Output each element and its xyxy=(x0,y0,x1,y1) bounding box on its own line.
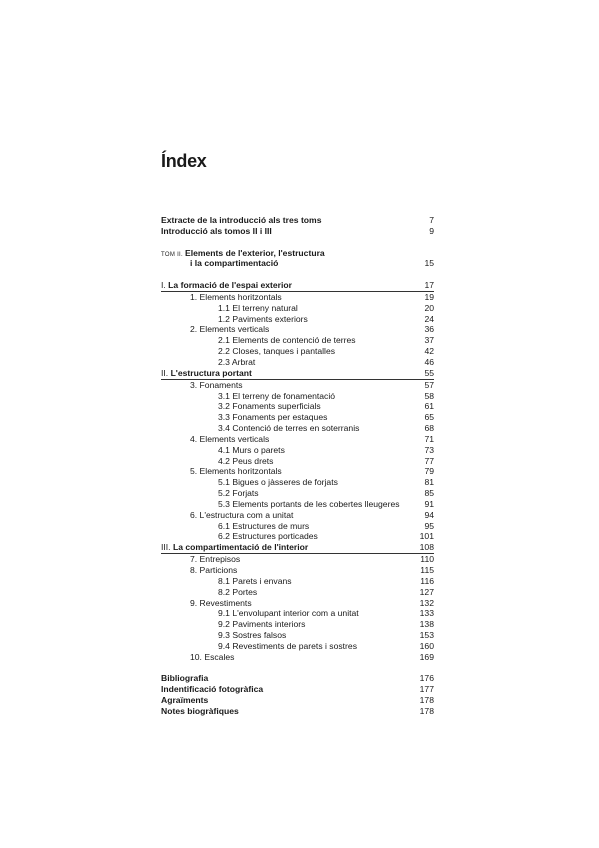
toc-entry-text: i la compartimentació xyxy=(190,258,279,269)
toc-entry-text: 5. Elements horitzontals xyxy=(190,466,282,477)
toc-section xyxy=(161,531,434,542)
toc-entry-page: 138 xyxy=(419,619,434,630)
toc-entry-page: 68 xyxy=(424,423,434,434)
toc-section xyxy=(161,314,434,325)
toc-section xyxy=(161,641,434,652)
toc-section xyxy=(161,576,434,587)
toc-entry-text: 3. Fonaments xyxy=(190,379,243,390)
toc-section xyxy=(161,335,434,346)
toc-part-title xyxy=(161,280,292,291)
toc-section xyxy=(161,608,434,619)
toc-entry-page: 15 xyxy=(424,258,434,269)
toc-entry-page: 133 xyxy=(419,608,434,619)
toc-part-title xyxy=(161,368,252,379)
toc-chapter xyxy=(161,466,434,477)
toc-entry-text: 3.4 Contenció de terres en soterranis xyxy=(218,423,360,434)
toc-entry-page: 36 xyxy=(424,324,434,335)
toc-entry-text: 9.3 Sostres falsos xyxy=(218,630,287,641)
toc-entry-page: 19 xyxy=(424,291,434,302)
toc-section xyxy=(161,412,434,423)
toc-section xyxy=(161,587,434,598)
toc-entry-text: 1. Elements horitzontals xyxy=(190,291,282,302)
toc-part-page: 108 xyxy=(419,542,434,553)
toc-section xyxy=(161,619,434,630)
part-title: La formació de l'espai exterior xyxy=(168,280,293,291)
toc-section xyxy=(161,521,434,532)
toc-entry-text: 2.2 Closes, tanques i pantalles xyxy=(218,346,336,357)
toc-entry-page: 24 xyxy=(424,313,434,324)
toc-chapter xyxy=(161,554,434,565)
toc-section xyxy=(161,499,434,510)
part-title: L'estructura portant xyxy=(170,367,252,378)
toc-entry-page: 57 xyxy=(424,379,434,390)
toc-entry-text: 3.1 El terreny de fonamentació xyxy=(218,390,336,401)
toc-front-entry xyxy=(161,226,434,237)
toc-back-entry xyxy=(161,695,434,706)
toc-entry-page: 153 xyxy=(419,630,434,641)
toc-entry-text: Extracte de la introducció als tres toms xyxy=(161,215,322,225)
toc-entry-text: 5.3 Elements portants de les cobertes lleugeres xyxy=(218,498,400,509)
toc-chapter xyxy=(161,510,434,521)
part-label: III. xyxy=(161,542,173,553)
toc-entry-page: 71 xyxy=(424,433,434,444)
toc-entry-page: 79 xyxy=(424,466,434,477)
toc-section xyxy=(161,477,434,488)
spacer xyxy=(161,237,434,248)
toc-volume-heading-cont xyxy=(161,258,434,269)
toc-entry-text: 8.2 Portes xyxy=(218,586,258,597)
toc-entry-text: 9.4 Revestiments de parets i sostres xyxy=(218,640,357,651)
toc-front-entry xyxy=(161,215,434,226)
toc-entry-page: 101 xyxy=(419,531,434,542)
toc-entry-text: 6. L'estructura com a unitat xyxy=(190,509,294,520)
toc-part-page: 17 xyxy=(424,280,434,291)
toc-entry-text: 4.1 Murs o parets xyxy=(218,444,285,455)
toc-entry-page: 160 xyxy=(419,640,434,651)
toc-entry-text: Introducció als tomos II i III xyxy=(161,225,272,236)
toc-section xyxy=(161,630,434,641)
toc-section xyxy=(161,456,434,467)
toc-entry-text: 6.2 Estructures porticades xyxy=(218,531,318,542)
toc-entry-text: 2.1 Elements de contenció de terres xyxy=(218,335,356,346)
toc-chapter xyxy=(161,292,434,303)
toc-part xyxy=(161,542,434,553)
toc-chapter xyxy=(161,565,434,576)
toc-back-entry xyxy=(161,673,434,684)
toc-entry-page: 9 xyxy=(429,225,434,236)
toc-entry-page: 46 xyxy=(424,356,434,367)
toc-part xyxy=(161,280,434,291)
toc-chapter xyxy=(161,380,434,391)
toc-entry-text: 3.2 Fonaments superficials xyxy=(218,401,321,412)
table-of-contents xyxy=(161,215,434,717)
toc-section xyxy=(161,346,434,357)
part-label: II. xyxy=(161,367,171,378)
toc-entry-page: 65 xyxy=(424,412,434,423)
part-label: I. xyxy=(161,280,169,291)
toc-part-page: 55 xyxy=(424,367,434,378)
toc-entry-text: Notes biogràfiques xyxy=(161,705,239,716)
toc-entry-text: Bibliografia xyxy=(161,673,209,684)
toc-entry-page: 127 xyxy=(419,586,434,597)
toc-entry-page: 58 xyxy=(424,390,434,401)
toc-entry-text: 2. Elements verticals xyxy=(190,324,270,335)
toc-entry-text: 7. Entrepisos xyxy=(190,554,241,565)
toc-entry-page: 85 xyxy=(424,488,434,499)
toc-entry-page: 169 xyxy=(419,651,434,662)
toc-entry-text: 5.1 Bigues o jàsseres de forjats xyxy=(218,477,338,488)
toc-chapter xyxy=(161,598,434,609)
toc-entry-page: 61 xyxy=(424,401,434,412)
toc-entry-text: 5.2 Forjats xyxy=(218,488,259,499)
toc-entry-text: 10. Escales xyxy=(190,651,235,662)
toc-entry-text: 9.1 L'envolupant interior com a unitat xyxy=(218,608,359,619)
toc-entry-text: Agraïments xyxy=(161,695,209,706)
toc-entry-text: Indentificació fotogràfica xyxy=(161,684,264,695)
toc-entry-text: 1.2 Paviments exteriors xyxy=(218,313,308,324)
toc-part-title xyxy=(161,542,308,553)
toc-entry-text: 6.1 Estructures de murs xyxy=(218,520,310,531)
toc-entry-text: 9.2 Paviments interiors xyxy=(218,619,306,630)
toc-section xyxy=(161,357,434,368)
toc-part xyxy=(161,368,434,379)
toc-entry-text: 2.3 Arbrat xyxy=(218,356,256,367)
volume-title-line1: Elements de l'exterior, l'estructura xyxy=(184,247,325,258)
toc-entry-page: 20 xyxy=(424,302,434,313)
toc-back-entry xyxy=(161,706,434,717)
volume-prefix: TOM II. xyxy=(161,251,185,258)
page-title: Índex xyxy=(161,151,207,171)
toc-section xyxy=(161,423,434,434)
toc-entry-page: 115 xyxy=(420,565,434,575)
toc-entry-text: 1.1 El terreny natural xyxy=(218,302,298,313)
toc-section xyxy=(161,401,434,412)
toc-chapter xyxy=(161,652,434,663)
toc-section xyxy=(161,391,434,402)
toc-entry-text: 8. Particions xyxy=(190,565,238,575)
toc-entry-text: 8.1 Parets i envans xyxy=(218,575,292,586)
toc-entry-page: 110 xyxy=(420,554,434,565)
toc-entry-page: 132 xyxy=(419,597,434,608)
toc-chapter xyxy=(161,434,434,445)
part-title: La compartimentació de l'interior xyxy=(172,542,309,553)
toc-section xyxy=(161,303,434,314)
toc-entry-text: 3.3 Fonaments per estaques xyxy=(218,412,328,423)
toc-entry-page: 77 xyxy=(424,455,434,466)
toc-entry-page: 91 xyxy=(424,498,434,509)
toc-entry-page: 95 xyxy=(424,520,434,531)
toc-entry-page: 178 xyxy=(419,705,434,716)
toc-entry-text: 9. Revestiments xyxy=(190,597,252,608)
toc-volume-heading xyxy=(161,248,434,259)
toc-entry-page: 178 xyxy=(419,695,434,706)
toc-entry-page: 37 xyxy=(424,335,434,346)
toc-entry-text: 4. Elements verticals xyxy=(190,433,270,444)
toc-entry-page: 176 xyxy=(419,673,434,684)
toc-entry-page: 177 xyxy=(419,684,434,695)
spacer xyxy=(161,663,434,674)
toc-entry-page: 73 xyxy=(424,444,434,455)
toc-back-entry xyxy=(161,684,434,695)
spacer xyxy=(161,269,434,280)
toc-entry-text: 4.2 Peus drets xyxy=(218,455,274,466)
toc-chapter xyxy=(161,324,434,335)
toc-section xyxy=(161,488,434,499)
toc-entry-page: 7 xyxy=(429,215,434,225)
toc-entry-page: 94 xyxy=(424,509,434,520)
toc-entry-page: 81 xyxy=(424,477,434,488)
toc-section xyxy=(161,445,434,456)
toc-entry-page: 42 xyxy=(424,346,434,357)
toc-entry-page: 116 xyxy=(420,575,434,586)
